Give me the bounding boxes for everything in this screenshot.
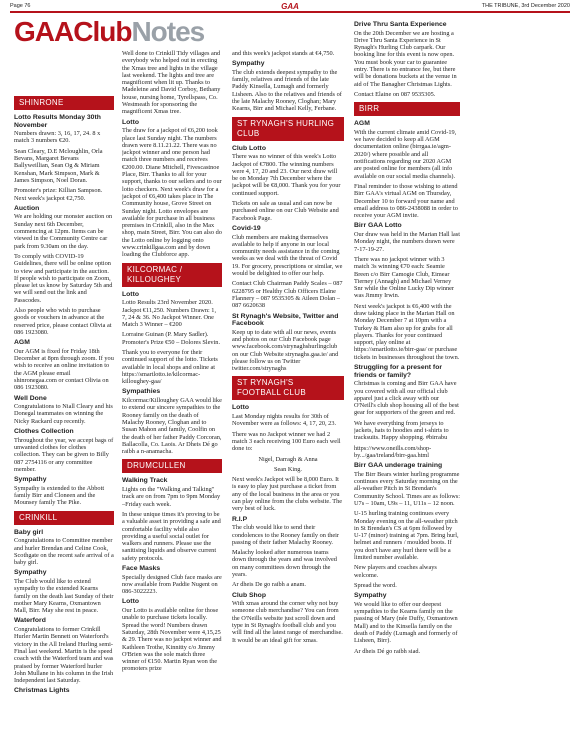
- article-text: Spread the word.: [354, 581, 397, 589]
- article-text: Thank you to everyone for their continued support of the lotto. Tickets available in local shops and online at https://smartlotto.ie/kilcormac-killoughey-gaa/: [122, 348, 218, 386]
- article-text: Well done to Crinkill Tidy villages and everybody who helped out in erecting the Xmas tree and lights in the village last weekend. The lights and tree are magnificent when lit up. Thanks to Madeleine and David Corboy, Bethany house, nursing home, Tyrellspass, Co. Westmeath for sponsoring the magnificent Xmas tree.: [122, 50, 221, 116]
- article-text: There was no winner of this week's Lotto Jackpot of €7800. The winning numbers were 4, 17, 20 and 23. Our next draw will be on Monday 7th December where the jackpot will be €8,000. Thank you for your continued support.: [232, 153, 341, 197]
- article-text: With xmas around the corner why not buy someone club merchandise? You can from the O'Neills website just scroll down and type in St Rynagh's football club and you will find all the latest range of merchandise. It would be an ideal gift for xmas.: [232, 600, 343, 644]
- article-text: Congratulations to Niall Cleary and his Donegal teammates on winning the Nicky Rackard cup recently.: [14, 403, 113, 425]
- article-heading: Sympathies: [122, 388, 161, 396]
- article-heading: Sympathy: [354, 592, 387, 600]
- article-text: Lotto Results 23rd November 2020. Jackpot €11,250. Numbers Drawn: 1, 7, 24 & 36. No Jackpot Winner. One Match 3 Winner – €200: [122, 299, 217, 329]
- article-text: Sympathy is extended to the Abbott family Birr and Cloneen and the Mounsey family The Pike.: [14, 484, 105, 507]
- article-text: Also people who wish to purchase goods or vouchers in advance at the reserved price, please contact Olivia at 086 1923080.: [14, 307, 112, 336]
- article-text: The draw for a jackpot of €6,200 took place last Sunday night. The numbers drawn were 8.11.21.22. There was no jackpot winner and one person had match three numbers and receives €200.00. Diane Mitchell, Fivescastnoe Place, Birr. Thanks to all for your support, thanks to our sellers and to our lotto checkers. Next week's draw for a jackpot of €6,400 takes place in The Community house, Grove Street on Sunday night. Lotto envelopes are available for purchase in all business premises in Crinkill, also in the Max shop, main Street, Birr. You can also do the Lotto online by logging onto www.crinkillgaa.com and by down loading the Clubforce app.: [122, 127, 222, 259]
- article-text: and this week's jackpot stands at €4,750.: [232, 50, 335, 57]
- article-text: Contact Club Chairman Paddy Scales – 087 6228795 or Healthy Club Officers Elaine Flannery – 087 9535305 & Aileen Dolan – 087 6620638: [232, 280, 343, 310]
- article-heading: R.I.P: [232, 515, 248, 523]
- article-heading: Face Masks: [122, 565, 161, 572]
- page-number: Page 76: [10, 3, 31, 9]
- article-text: The club would like to send their condolences to the Rooney family on their passing of their father Malachy Rooney.: [232, 524, 340, 546]
- club-banner: DRUMCULLEN: [122, 459, 222, 473]
- article-heading: Lotto Results Monday 30th November: [14, 114, 101, 129]
- article-text: Throughout the year, we accept bags of unwanted clothes for clothes collection. They can be given to Billy 087 2754116 or any committee member.: [14, 436, 114, 473]
- article-text: Final reminder to those wishing to attend Birr GAA's virtual AGM on Thursday, December 10 to forward your name and email address to 086-2438088 in order to receive your AGM invite.: [354, 182, 458, 220]
- club-banner: KILCORMAC / KILLOUGHEY: [122, 263, 222, 287]
- header-rule: [10, 11, 570, 13]
- publication-date: THE TRIBUNE, 3rd December 2020: [481, 3, 570, 9]
- article-heading: AGM: [354, 120, 370, 128]
- article-text: On the 20th December we are hosting a Drive Thru Santa Experience in St Rynagh's Hurling Club carpark. Our booking line for this event is now open. You must book your car to guarantee entry. There is no entrance fee, but there will be donations buckets at the venue in aid of The Banagher Christmas Lights.: [354, 29, 457, 88]
- article-text: There was no jackpot winner with 3 match 3s winning €70 each: Seamie Breen c/o Birr Camogie Club, Eimear Tierney (Annagh) and Michael Verney Snr while the Online Lucky Dip winner was Jimmy Irwin.: [354, 255, 455, 300]
- article-text: U-15 hurling training continues every Monday evening on the all-weather pitch in St Brendan's CS at 6pm followed by U-17 (minor) training at 7pm. Bring hurl, helmet and runners / moulded boots. If you don't have any hurl there will be a limited number available.: [354, 510, 459, 562]
- article-text: We have everything from jerseys to jackets, hats to hoodies and t-shirts to tracksuits. Happy shopping. #birrabu: [354, 419, 449, 442]
- article-heading: Sympathy: [14, 476, 47, 484]
- article-text: Nigel, Darragh & Anna: [258, 455, 318, 463]
- article-heading: Waterford: [14, 617, 46, 625]
- club-banner: ST RYNAGH'S HURLING CLUB: [232, 117, 344, 141]
- article-text: In these unique times it's proving to be a valuable asset in providing a safe and comfortable facility while also providing a useful social outlet for walkers and runners. Please use the sanitising liquids and observe current safety protocols.: [122, 510, 221, 562]
- article-heading: Well Done: [14, 394, 47, 402]
- article-heading: Covid-19: [232, 224, 261, 232]
- article-text: Lights on the "Walking and Talking" track are on from 7pm to 9pm Monday –Friday each week.: [122, 486, 221, 508]
- article-text: Malachy looked after numerous teams down through the years and was involved on many committees down through the years.: [232, 549, 337, 578]
- article-text: Club members are making themselves available to help if anyone in our local community needs assistance in the coming weeks as we deal with the threat of Covid 19. For grocery, prescriptions or similar, we would be delighted to offer our help.: [232, 233, 343, 278]
- club-banner: BIRR: [354, 102, 460, 116]
- article-text: Numbers drawn: 3, 16, 17, 24. 8 x match 3 numbers €20.: [14, 130, 101, 145]
- article-heading: Clothes Collection: [14, 428, 74, 436]
- article-text: We are holding our monster auction on Sunday next 6th December, commencing at 12pm. Items can be viewed in the Community Centre car park from 9.30am on the day.: [14, 213, 113, 250]
- article-text: The Club would like to extend sympathy to the extended Kearns family on the death last Sunday of their mother Mary Kearns, Oxmantown Mall, Birr. May she rest in peace.: [14, 578, 114, 615]
- article-text: Next week's Jackpot will be 8,000 Euro. It is easy to play just purchase a ticket from any of the local business in the area or you can play online from the clubs website. The very best of luck.: [232, 476, 343, 513]
- article-text: Promoter's prize: Killian Sampson. Next week's jackpot €2,750.: [14, 187, 103, 202]
- club-banner: CRINKILL: [14, 511, 114, 525]
- article-text: Lorraine Guinan (P. Mary Sadler). Promoter's Prize €50 – Dolores Slevin.: [122, 331, 221, 346]
- article-text: There was no Jackpot winner we had 2 match 3 each receiving 100 Euro each well done to:: [232, 430, 341, 453]
- article-heading: Sympathy: [232, 60, 265, 68]
- masthead: GAAClubNotes: [14, 16, 205, 47]
- club-banner: ST RYNAGH'S FOOTBALL CLUB: [232, 376, 344, 400]
- column-2: [122, 50, 222, 727]
- article-text: Christmas is coming and Birr GAA have you covered with all our official club apparel just a click away with our O'Neill's club shop housing all of the best gear for supporters of the green and red.: [354, 380, 459, 417]
- article-text: New players and coaches always welcome.: [354, 564, 437, 579]
- article-text: The club extends deepest sympathy to the family, relatives and friends of the late Paddy Kinsella, Lumagh and formerly Lisheen. Also to the relatives and friends of the late Malachy Rooney, Cloghan; Mary Kearns, Birr and Michael Kelly, Ferbane.: [232, 68, 342, 113]
- article-heading: Struggling for a present for friends or family?: [354, 364, 442, 379]
- article-heading: Walking Track: [122, 477, 168, 485]
- article-text: Keep up to date with all our news, events and photos on our Club Facebook page www.facebook.com/strynaghshurlingclub on our Club Website strynaghs.gaa.ie/ and please follow us on Twitter twitter.com/strynaghs: [232, 328, 339, 373]
- article-heading: Baby girl: [14, 528, 44, 536]
- article-text: Ar dheis De go raibh a anam.: [232, 581, 306, 589]
- article-text: With the current climate amid Covid-19, we have decided to keep all AGM documentation online (birrgaa.ie/agm-2020/) where possible and all notifications regarding our 2020 AGM are posted online for members (all info available on our social media channels).: [354, 128, 457, 180]
- article-heading: Lotto: [122, 290, 139, 298]
- club-banner: SHINRONE: [14, 96, 114, 110]
- column-1: [14, 92, 114, 727]
- article-heading: Birr GAA Lotto: [354, 222, 402, 230]
- article-text: Our draw was held in the Marian Hall last Monday night, the numbers drawn were 7-17-19-27.: [354, 231, 460, 253]
- column-3: [232, 50, 344, 727]
- article-text: We would like to offer our deepest sympathies to the Kearns family on the passing of Mary (née Duffy, Oxmantown Mall) and to the Kinsella family on the death of Paddy (Lumagh and formerly of Lisheen, Birr).: [354, 600, 458, 645]
- column-4: [354, 18, 574, 727]
- article-heading: Lotto: [122, 598, 139, 606]
- article-text: To comply with COVID-19 Guidelines, there will be online option to view and participate in the auction. If people wish to participate on Zoom, please let us know by Saturday 5th and we will send out the link and Passcodes.: [14, 252, 113, 304]
- article-text: The Birr Bears winter hurling programme continues every Saturday morning on the all-weather Pitch in St Brendan's Community School. Times are as follows: U7s – 10am, U9s – 11, U11s – 12 noon.: [354, 470, 461, 507]
- article-heading: Christmas Lights: [14, 687, 70, 695]
- article-heading: Drive Thru Santa Experience: [354, 21, 447, 28]
- article-heading: Lotto: [232, 404, 249, 412]
- article-text: Contact Elaine on 087 9535305.: [354, 90, 436, 98]
- article-text: Our Lotto is available online for those unable to purchase tickets locally. Spread the word! Numbers drawn Saturday, 28th November were 4,15,25 & 29. There was no jackpot winner and Kathleen Trothe, Kinnitty c/o Jimmy O'Brien was the sole match three winner of €150. Martin Ryan won the promoters prize: [122, 607, 222, 673]
- article-text: Sean Cleary, D.E Mcloughlin, Orla Bevans, Margaret Bevans Ballyweillian, Sean Og & Miriam Kenshan, Mark Simpson, Mark & James Simpson, Noel Doran.: [14, 147, 103, 184]
- article-heading: Club Lotto: [232, 144, 266, 152]
- article-heading: AGM: [14, 339, 30, 347]
- article-heading: St Rynagh's Website, Twitter and Facebook: [232, 312, 339, 328]
- article-text: Specially designed Club face masks are now available from Paddie Nugent on 086-3022223.: [122, 573, 222, 596]
- article-heading: Club Shop: [232, 591, 266, 599]
- article-text: Next week's jackpot is €6,400 with the draw taking place in the Marian Hall on Monday December 7 at 10pm with a Turkey & Ham also up for grabs for all players. Thanks for your continued support, play online at https://smartlotto.ie/birr-gaa/ or purchase tickets in businesses throughout the town.: [354, 302, 460, 361]
- article-text: Sean King.: [274, 465, 302, 473]
- section-name: GAA: [281, 2, 299, 11]
- article-text: Congratulations to Committee member and hurler Brendan and Celine Cook, Scothgate on the recent safe arrival of a baby girl.: [14, 537, 114, 567]
- article-heading: Sympathy: [14, 569, 47, 577]
- article-text: Kilcormac/Killoughey GAA would like to extend our sincere sympathies to the Rooney family on the death of Malachy Rooney, Cloghan and to Susan Mahon and family, Coolfin on the death of her father Paddy Corcoran, Ballacolla, Co. Laois. Ar Dheis Dé go raibh a n-anamacha.: [122, 397, 222, 456]
- article-heading: Birr GAA underage training: [354, 462, 443, 470]
- article-heading: Lotto: [122, 118, 139, 126]
- article-heading: Auction: [14, 204, 40, 212]
- article-link[interactable]: https://www.oneills.com/shop-by.../gaa/ireland/birr-gaa.html: [354, 444, 432, 459]
- article-text: Ar dheis Dé go raibh siad.: [354, 647, 421, 655]
- article-text: Last Monday nights results for 30th of November were as follows: 4, 17, 20, 23.: [232, 413, 337, 428]
- article-text: Our AGM is fixed for Friday 18th December at 8pm through zoom. If you wish to receive an online invitation to the AGM please email shinronegaa.com or contact Olivia on 086 1923080.: [14, 347, 114, 392]
- article-text: Congratulations to former Crinkill Hurler Martin Bennett on Waterford's victory in the All Ireland Hurling semi-Final last weekend. Martin is the speed coach with the Waterford team and was praised by former Waterford hurler John Mullane in his column in the Irish Independent last Saturday.: [14, 626, 114, 685]
- article-text: Tickets on sale as usual and can now be purchased online on our Club Website and Facebook Page.: [232, 200, 339, 222]
